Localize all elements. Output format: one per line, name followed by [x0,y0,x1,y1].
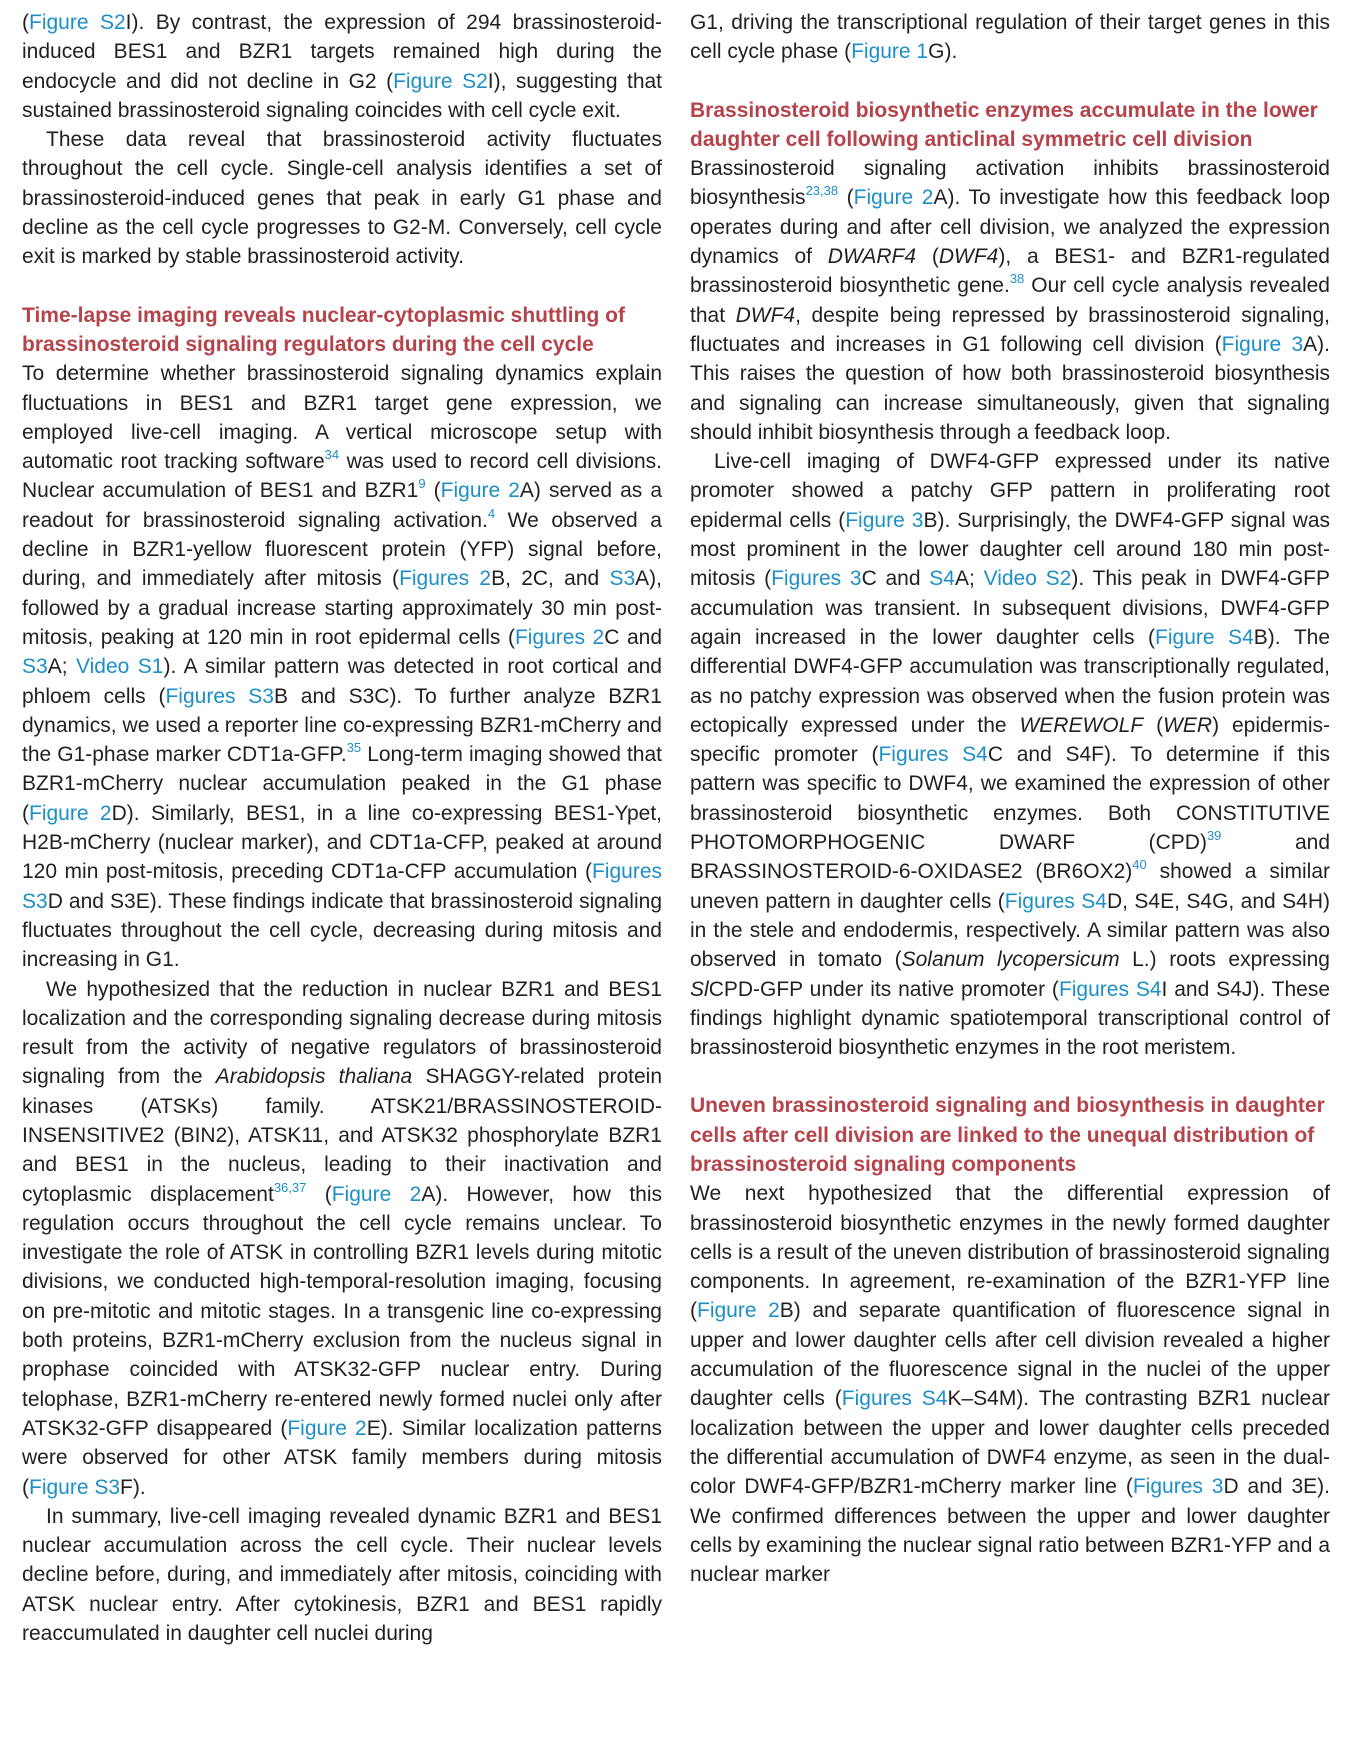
paragraph: These data reveal that brassinosteroid activity fluctuates throughout the cell cycle. Single-cell analysis identifies a set of brassinosteroid-induced genes that peak in early G1 phase and decline as the cell cycle progresses to G2-M. Conversely, cell cycle exit is marked by stable brassinosteroid activity. [22,128,662,269]
paragraph: Live-cell imaging of DWF4-GFP expressed under its native promoter showed a patchy GFP pattern in proliferating root epidermal cells (Figure 3B). Surprisingly, the DWF4-GFP signal was most prominent in the lower daughter cell around 180 min post-mitosis (Figures 3C and S4A; Video S2). This peak in DWF4-GFP accumulation was transient. In subsequent divisions, DWF4-GFP again increased in the lower daughter cells (Figure S4B). The differential DWF4-GFP accumulation was transcriptionally regulated, as no patchy expression was observed when the fusion protein was ectopically expressed under the WEREWOLF (WER) epidermis-specific promoter (Figures S4C and S4F). To determine if this pattern was specific to DWF4, we examined the expression of other brassinosteroid biosynthetic enzymes. Both CONSTITUTIVE PHOTOMORPHOGENIC DWARF (CPD)$^{39}$ and BRASSINOSTEROID-6-OXIDASE2 $(BR6OX2)^{40}$ showed a similar uneven pattern in daughter cells (Figures S4D, S4E, S4G, and S4H) in the stele and endodermis, respectively. A similar pattern was also observed in tomato (Solanum lycopersicum L.) roots expressing SlCPD-GFP under its native promoter (Figures S4I and S4J). These findings highlight dynamic spatiotemporal transcriptional control of brassinosteroid biosynthetic enzymes in the root meristem. [690,450,1331,1060]
paragraph: To determine whether brassinosteroid signaling dynamics explain fluctuations in BES1 and BZR1 target gene expression, we employed live-cell imaging. A vertical microscope setup with automatic root tracking software$^{34}$ was used to record cell divisions. Nuclear accumulation of BES1 and $BZR1^9$ (Figure 2A) served as a readout for brassinosteroid signaling activation.$^4$ We observed a decline in BZR1-yellow fluorescent protein (YFP) signal before, during, and immediately after mitosis (Figures 2B, 2C, and S3A), followed by a gradual increase starting approximately 30 min post-mitosis, peaking at 120 min in root epidermal cells (Figures 2C and S3A; Video S1). A similar pattern was detected in root cortical and phloem cells (Figures S3B and S3C). To further analyze BZR1 dynamics, we used a reporter line co-expressing BZR1-mCherry and the G1-phase marker CDT1a-GFP.$^{35}$ Long-term imaging showed that BZR1-mCherry nuclear accumulation peaked in the G1 phase (Figure 2D). Similarly, BES1, in a line co-expressing BES1-Ypet, H2B-mCherry (nuclear marker), and CDT1a-CFP, peaked at around 120 min post-mitosis, preceding CDT1a-CFP accumulation (Figures S3D and S3E). These findings indicate that brassinosteroid signaling fluctuates throughout the cell cycle, decreasing during mitosis and increasing in G1. [22,362,663,972]
figure-link[interactable]: Figures S4 [1058,977,1162,1001]
citation-link[interactable]: 36,37 [273,1179,307,1195]
figure-link[interactable]: Figures S4 [841,1387,948,1411]
section-heading: Brassinosteroid biosynthetic enzymes accumulate in the lower daughter cell following anticlinal symmetric cell division [690,98,1318,151]
citation-link[interactable]: 9 [418,476,426,492]
figure-link[interactable]: S3 [609,567,636,591]
figure-link[interactable]: S4 [929,567,955,591]
citation-link[interactable]: 38 [1009,271,1025,287]
left-column [22,8,662,1648]
figure-link[interactable]: Figures S3 [22,860,662,913]
figure-link[interactable]: Figure S3 [29,1475,121,1499]
figure-link[interactable]: Figure 3 [845,508,924,532]
paragraph: Brassinosteroid signaling activation inhibits brassinosteroid biosynthesis$^{23,38}$ (Figure 2A). To investigate how this feedback loop operates during and after cell division, we analyzed the expression dynamics of DWARF4 (DWF4), a BES1- and BZR1-regulated brassinosteroid biosynthetic gene.$^{38}$ Our cell cycle analysis revealed that DWF4, despite being repressed by brassinosteroid signaling, fluctuates and increases in G1 following cell division (Figure 3A). This raises the question of how both brassinosteroid biosynthesis and signaling can increase simultaneously, given that signaling should inhibit biosynthesis through a feedback loop. [690,157,1330,444]
citation-link[interactable]: 40 [1132,857,1147,873]
figure-link[interactable]: Figure 2 [697,1299,780,1323]
citation-link[interactable]: 39 [1206,828,1222,844]
video-link[interactable]: Video S1 [75,655,164,679]
citation-link[interactable]: 34 [324,447,340,463]
section-heading: Time-lapse imaging reveals nuclear-cytoplasmic shuttling of brassinosteroid signaling regulators during the cell cycle [22,303,625,356]
figure-link[interactable]: S3 [22,655,48,679]
figure-link[interactable]: Figure 1 [851,40,929,64]
figure-link[interactable]: Figure 2 [853,186,934,210]
figure-link[interactable]: Figures 3 [1132,1475,1224,1499]
right-column [690,8,1330,1589]
figure-link[interactable]: Figure 2 [331,1182,422,1206]
figure-link[interactable]: Figure 3 [1221,332,1304,356]
figure-link[interactable]: Figure S2 [29,11,126,34]
paragraph: G1, driving the transcriptional regulation of their target genes in this cell cycle phase (Figure 1G). [690,11,1330,64]
paragraph: We next hypothesized that the differential expression of brassinosteroid biosynthetic enzymes in the newly formed daughter cells is a result of the uneven distribution of brassinosteroid signaling components. In agreement, re-examination of the BZR1-YFP line (Figure 2B) and separate quantification of fluorescence signal in upper and lower daughter cells after cell division revealed a higher accumulation of the fluorescence signal in the nuclei of the upper daughter cells (Figures S4K–S4M). The contrasting BZR1 nuclear localization between the upper and lower daughter cells preceded the differential accumulation of DWF4 enzyme, as seen in the dual-color DWF4-GFP/BZR1-mCherry marker line (Figures 3D and 3E). We confirmed differences between the upper and lower daughter cells by examining the nuclear signal ratio between BZR1-YFP and a nuclear marker [690,1182,1331,1587]
figure-link[interactable]: Figures S4 [1004,889,1107,913]
video-link[interactable]: Video S2 [983,567,1072,591]
figure-link[interactable]: Figures S4 [878,743,988,767]
figure-link[interactable]: Figures 3 [771,567,862,591]
figure-link[interactable]: Figure 2 [29,801,112,825]
paragraph: (Figure S2I). By contrast, the expression of 294 brassinosteroid-induced BES1 and BZR1 targets remained high during the endocycle and did not decline in G2 (Figure S2I), suggesting that sustained brassinosteroid signaling coincides with cell cycle exit. [22,11,663,122]
citation-link[interactable]: 4 [487,505,496,521]
figure-link[interactable]: Figure 2 [440,479,520,503]
figure-link[interactable]: Figure 2 [287,1416,367,1440]
figure-link[interactable]: Figures 2 [514,625,605,649]
paragraph: We hypothesized that the reduction in nuclear BZR1 and BES1 localization and the corresponding signaling decrease during mitosis result from the activity of negative regulators of brassinosteroid signaling from the Arabidopsis thaliana SHAGGY-related protein kinases (ATSKs) family. ATSK21/BRASSINOSTEROID-INSENSITIVE2 (BIN2), ATSK11, and ATSK32 phosphorylate BZR1 and BES1 in the nucleus, leading to their inactivation and cytoplasmic displacement$^{36,37}$ (Figure 2A). However, how this regulation occurs throughout the cell cycle remains unclear. To investigate the role of ATSK in controlling BZR1 levels during mitotic divisions, we conducted high-temporal-resolution imaging, focusing on pre-mitotic and mitotic stages. In a transgenic line co-expressing both proteins, BZR1-mCherry exclusion from the nucleus signal in prophase coincided with ATSK32-GFP nuclear entry. During telophase, BZR1-mCherry re-entered newly formed nuclei only after ATSK32-GFP disappeared (Figure 2E). Similar localization patterns were observed for other ATSK family members during mitosis (Figure S3F). [22,977,663,1499]
figure-link[interactable]: Figures S3 [165,684,274,708]
figure-link[interactable]: Figure S4 [1155,625,1254,649]
section-heading: Uneven brassinosteroid signaling and biosynthesis in daughter cells after cell division are linked to the unequal distribution of brassinosteroid signaling components [690,1094,1325,1176]
citation-link[interactable]: 23,38 [805,183,839,199]
figure-link[interactable]: Figures 2 [399,567,492,591]
figure-link[interactable]: Figure S2 [393,69,488,93]
citation-link[interactable]: 35 [346,740,362,756]
paragraph: In summary, live-cell imaging revealed dynamic BZR1 and BES1 nuclear accumulation across the cell cycle. Their nuclear levels decline before, during, and immediately after mitosis, coinciding with ATSK nuclear entry. After cytokinesis, BZR1 and BES1 rapidly reaccumulated in daughter cell nuclei during [22,1504,662,1646]
